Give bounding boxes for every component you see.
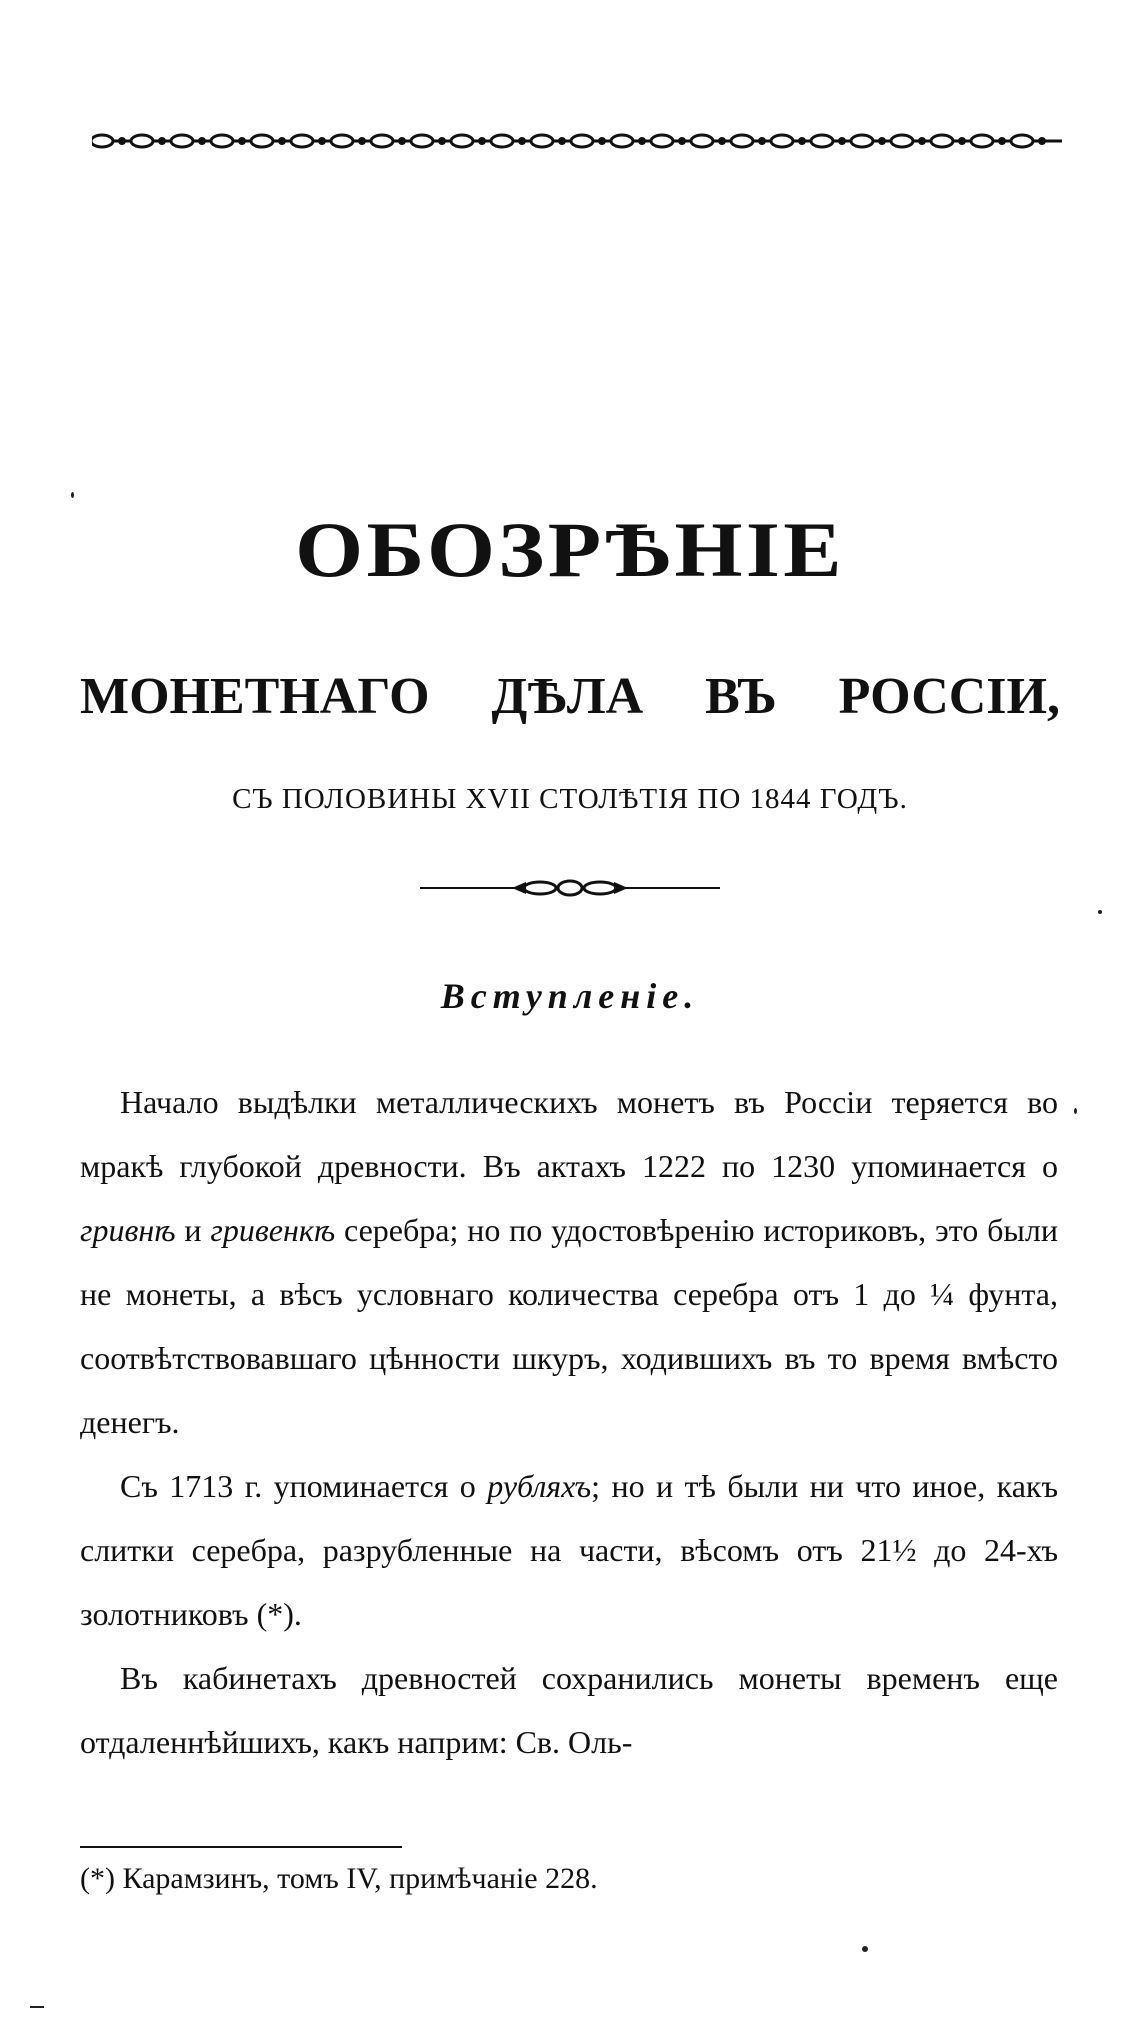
footnote-rule	[80, 1846, 402, 1848]
italic-term: гривенкѣ	[210, 1212, 336, 1248]
text-run: ; но и тѣ были ни что иное, какъ слитки серебра, разрубленные на части, вѣсомъ отъ 21½ до 24-хъ золотниковъ (*).	[80, 1468, 1059, 1632]
paper-speck	[1074, 1108, 1077, 1114]
italic-term: рубляхъ	[487, 1468, 592, 1504]
subtitle-word: МОНЕТНАГО	[80, 668, 430, 725]
paragraph	[80, 1646, 1058, 1774]
secondary-subtitle: СЪ ПОЛОВИНЫ XVII СТОЛѢТІЯ ПО 1844 ГОДЪ.	[232, 783, 908, 815]
paragraph	[80, 1070, 1058, 1454]
subtitle	[80, 667, 1060, 726]
subtitle-word: ДѢЛА	[491, 668, 644, 725]
paper-speck	[71, 492, 74, 498]
text-run: Съ 1713 г. упоминается о	[120, 1468, 488, 1504]
subtitle-word: ВЪ	[705, 668, 777, 725]
subtitle-word: РОССІИ,	[838, 668, 1060, 725]
paper-speck	[30, 2006, 44, 2008]
text-run: серебра; но по удостовѣренію историковъ, это были не монеты, а вѣсъ условнаго количества серебра отъ 1 до ¼ фунта, соотвѣтствовавшаго цѣнности шкуръ, ходившихъ въ то время вмѣсто денегъ.	[80, 1212, 1059, 1440]
section-heading: Вступленіе.	[440, 976, 700, 1016]
italic-term: гривнѣ	[80, 1212, 176, 1248]
text-run: Начало выдѣлки металлическихъ монетъ въ Россіи теряется во мракѣ глубокой древности. Въ актахъ 1222 по 1230 упоминается о	[80, 1084, 1058, 1184]
body-text	[80, 1070, 1058, 1774]
text-run: и	[175, 1212, 211, 1248]
paragraph	[80, 1454, 1058, 1646]
page-title: ОБОЗРѢНІЕ	[295, 506, 845, 593]
text-run: Въ кабинетахъ древностей сохранились монеты временъ еще отдаленнѣйшихъ, какъ наприм: Св. Оль-	[80, 1660, 1058, 1760]
top-ornament-border	[92, 128, 1062, 154]
paper-speck	[1098, 910, 1102, 914]
middle-ornament-rule	[420, 876, 720, 900]
footnote: (*) Карамзинъ, томъ IV, примѣчаніе 228.	[80, 1862, 598, 1895]
paper-speck	[862, 1946, 868, 1952]
